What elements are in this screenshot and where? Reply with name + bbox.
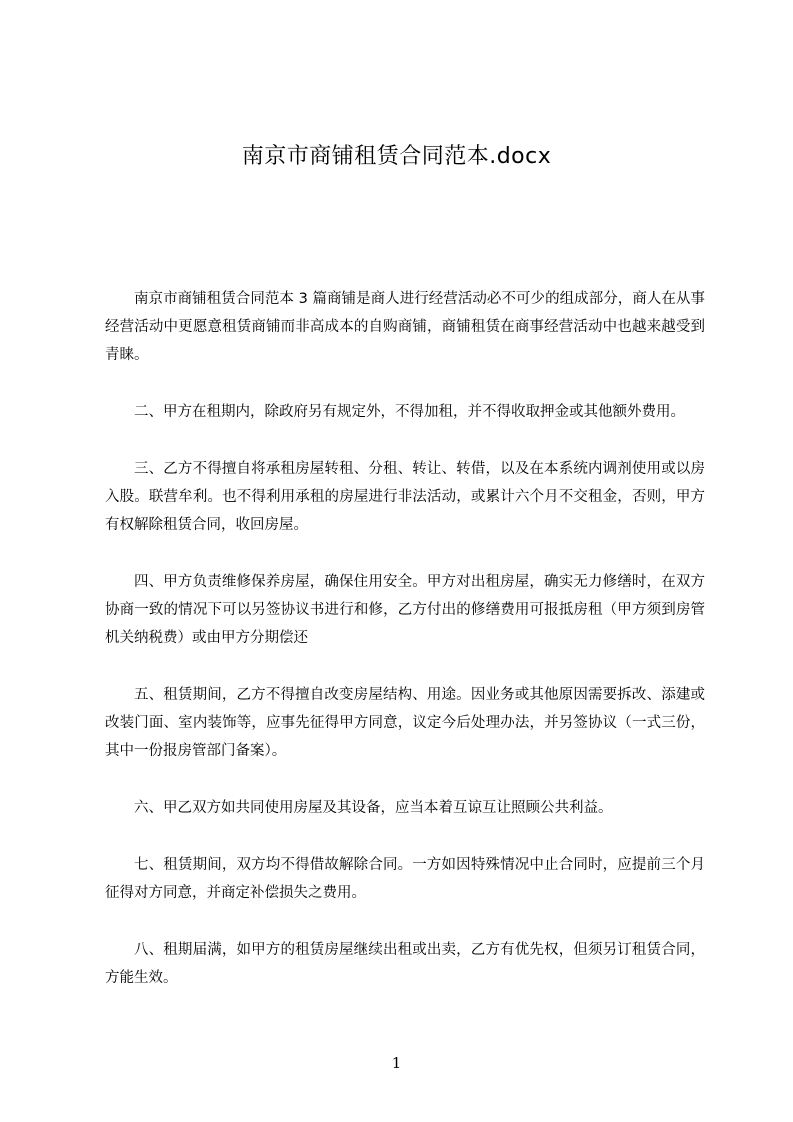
paragraph-clause-3: 三、乙方不得擅自将承租房屋转租、分租、转让、转借，以及在本系统内调剂使用或以房入股。联营牟利。也不得利用承租的房屋进行非法活动，或累计六个月不交租金，否则，甲方有权解除租赁合同，收回房屋。 [105,461,705,533]
document-body [105,285,705,1021]
document-title: 南京市商铺租赁合同范本.docx [241,144,552,169]
paragraph-clause-5: 五、租赁期间，乙方不得擅自改变房屋结构、用途。因业务或其他原因需要拆改、添建或改装门面、室内装饰等，应事先征得甲方同意，议定今后处理办法，并另签协议（一式三份，其中一份报房管部门备案）。 [105,687,705,759]
paragraph-clause-2: 二、甲方在租期内，除政府另有规定外，不得加租，并不得收取押金或其他额外费用。 [134,404,685,420]
page-number: 1 [391,1054,402,1072]
paragraph-clause-6: 六、甲乙双方如共同使用房屋及其设备，应当本着互谅互让照顾公共利益。 [134,800,613,816]
paragraph-clause-8: 八、租期届满，如甲方的租赁房屋继续出租或出卖，乙方有优先权，但须另订租赁合同，方能生效。 [105,942,705,986]
paragraph-clause-4: 四、甲方负责维修保养房屋，确保住用安全。甲方对出租房屋，确实无力修缮时，在双方协商一致的情况下可以另签协议书进行和修，乙方付出的修缮费用可报抵房租（甲方须到房管机关纳税费）或由甲方分期偿还 [105,574,705,646]
paragraph-clause-7: 七、租赁期间，双方均不得借故解除合同。一方如因特殊情况中止合同时，应提前三个月征得对方同意，并商定补偿损失之费用。 [105,857,705,901]
paragraph-intro: 南京市商铺租赁合同范本 3 篇商铺是商人进行经营活动必不可少的组成部分，商人在从事经营活动中更愿意租赁商铺而非高成本的自购商铺，商铺租赁在商事经营活动中也越来越受到青睐。 [105,291,705,363]
